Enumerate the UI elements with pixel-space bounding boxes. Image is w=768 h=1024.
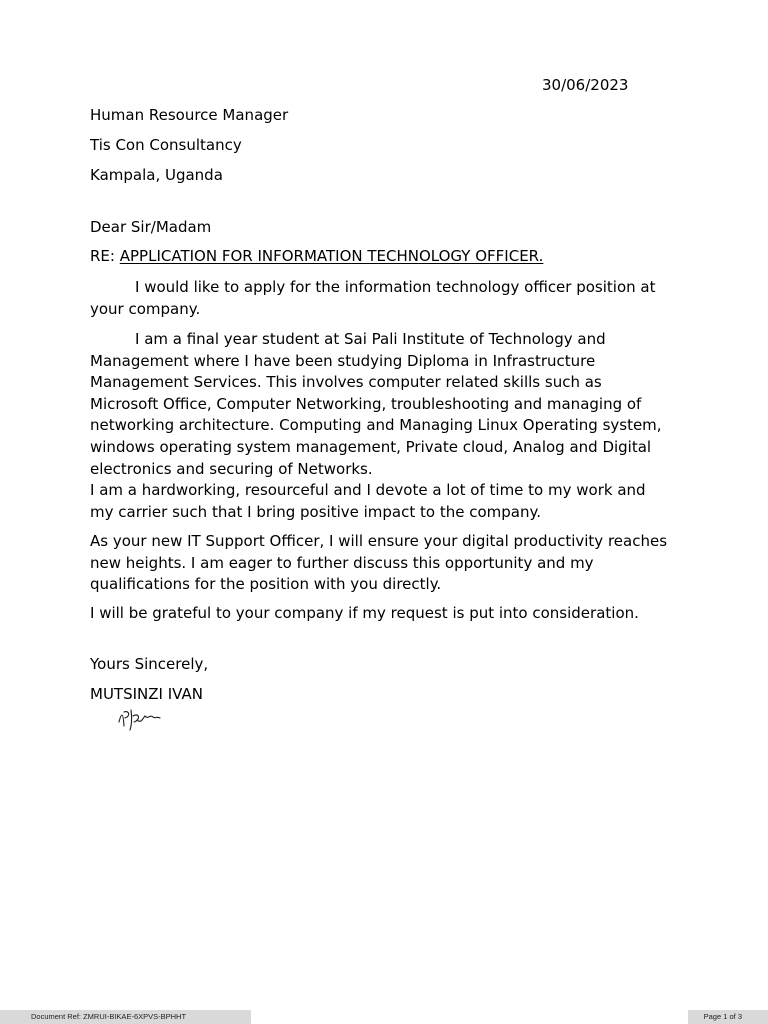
paragraph-closing-request: I will be grateful to your company if my request is put into consideration.	[90, 604, 639, 622]
paragraph-intro	[90, 277, 670, 320]
closing: Yours Sincerely,	[90, 655, 209, 673]
page-number-bar	[688, 1010, 768, 1024]
salutation: Dear Sir/Madam	[90, 218, 212, 236]
paragraph-intro-text: I would like to apply for the information technology officer position at your company.	[90, 278, 656, 318]
paragraph-qualities: I am a hardworking, resourceful and I devote a lot of time to my work and my carrier such that I bring positive impact to the company.	[90, 481, 646, 521]
recipient-location: Kampala, Uganda	[90, 166, 223, 184]
subject-text: APPLICATION FOR INFORMATION TECHNOLOGY OFFICER.	[119, 247, 544, 265]
recipient-title: Human Resource Manager	[90, 106, 289, 124]
paragraph-education	[90, 329, 670, 523]
handwritten-signature	[115, 704, 165, 732]
subject-line	[90, 246, 543, 266]
recipient-company: Tis Con Consultancy	[90, 136, 242, 154]
paragraph-role: As your new IT Support Officer, I will ensure your digital productivity reaches new heights. I am eager to further discuss this opportunity and my qualifications for the position with you directly.	[90, 532, 668, 594]
page-number: Page 1 of 3	[703, 1012, 742, 1021]
subject-prefix: RE:	[90, 247, 115, 265]
letter-date: 30/06/2023	[542, 76, 629, 94]
paragraph-education-text: I am a final year student at Sai Pali Institute of Technology and Management where I have been studying Diploma in Infrastructure Management Services. This involves computer related skills such as Microsoft Office, Computer Networking, troubleshooting and managing of networking architecture. Computing and Managing Linux Operating system, windows operating system management, Private cloud, Analog and Digital electronics and securing of Networks.	[90, 330, 662, 478]
signer-name: MUTSINZI IVAN	[90, 685, 203, 703]
document-ref-bar	[0, 1010, 251, 1024]
document-ref: Document Ref: ZMRUI-BIKAE-6XPVS-BPHHT	[31, 1012, 187, 1021]
